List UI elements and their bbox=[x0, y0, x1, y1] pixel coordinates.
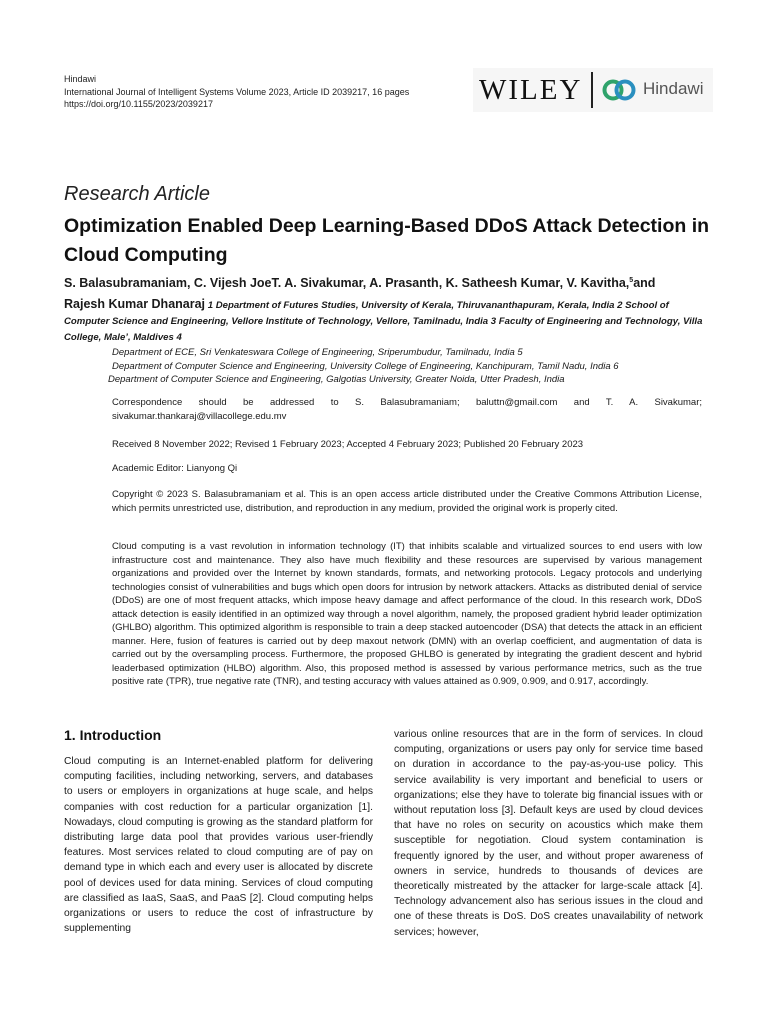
authors-line-2: Rajesh Kumar Dhanaraj bbox=[64, 297, 206, 311]
section-heading: 1. Introduction bbox=[64, 727, 162, 743]
intro-right-column: various online resources that are in the form of services. In cloud computing, organizations or users pay only for service time based on duration in accordance to the pay-as-you-use policy. This service availability is very important and beneficial to users or organizations; else they have to tolerate big financial issues with or without reputation loss [3]. Default keys are used by cloud devices that have no roles on security on acoustics which make them susceptible for negotiation. Cloud system contamination is frequently ignored by the user, and without proper awareness of owners in service, hundreds to thousands of devices are theoretically mistreated by the attacker for large-scale attack [4]. Technology advancement also has serious issues in the cloud and one of these threats is DoS. DoS creates unavailability of network services; however, bbox=[394, 729, 703, 938]
logo-divider bbox=[591, 72, 593, 108]
affiliation-4: Department of ECE, Sri Venkateswara College of Engineering, Sriperumbudur, Tamilnadu, India 5 bbox=[112, 347, 523, 358]
affiliations-italic bbox=[108, 346, 712, 387]
hindawi-logo-text: Hindawi bbox=[643, 79, 704, 98]
journal-info: International Journal of Intelligent Systems Volume 2023, Article ID 2039217, 16 pages bbox=[64, 86, 410, 97]
affiliations-block bbox=[64, 296, 704, 346]
wiley-logo: WILEY bbox=[479, 74, 583, 106]
academic-editor: Academic Editor: Lianyong Qi bbox=[112, 463, 238, 474]
abstract: Cloud computing is a vast revolution in information technology (IT) that inhibits scalable and virtualized sources to end users with low infrastructure cost and maintenance. They also have much flexibility and these resources are supervised by various management organizations and provided over the Internet by known standards, formats, and networking protocols. Legacy protocols and underlying technologies consist of vulnerabilities and bugs which open doors for intrusion by network attackers. Attacks as distributed denial of service (DDoS) are one of most frequent attacks, which impose heavy damage and affect performance of the cloud. In this research work, DDoS attack detection is easily identified in an optimized way through a novel algorithm, namely, the proposed gradient hybrid leader optimization (GHLBO) algorithm. This optimized algorithm is responsible to train a deep stacked autoencoder (DSA) that detects the attack in an efficient manner. Here, fusion of features is carried out by deep maxout network (DMN) with an overlap coefficient, and augmentation of data is carried out by the oversampling process. Furthermore, the proposed GHLBO is generated by integrating the gradient descent and hybrid leaderbased optimization (HLBO) algorithm. Also, this proposed method is assessed by various performance metrics, such as the true positive rate (TPR), true negative rate (TNR), and testing accuracy with values attained as 0.909, 0.909, and 0.917, accordingly. bbox=[112, 541, 702, 687]
affiliation-6: Department of Computer Science and Engineering, Galgotias University, Greater Noida, Utter Pradesh, India bbox=[108, 374, 565, 385]
correspondence: Correspondence should be addressed to S. Balasubramaniam; baluttn@gmail.com and T. A. Sivakumar; sivakumar.thankaraj@villacollege.edu.mv bbox=[112, 397, 702, 422]
copyright-notice: Copyright © 2023 S. Balasubramaniam et al. This is an open access article distributed under the Creative Commons Attribution License, which permits unrestricted use, distribution, and reproduction in any medium, provided the original work is properly cited. bbox=[112, 489, 702, 514]
article-type: Research Article bbox=[64, 183, 210, 205]
hindawi-rings-icon bbox=[601, 78, 637, 102]
affiliations-bold: 1 Department of Futures Studies, University of Kerala, Thiruvananthapuram, Kerala, India 2 School of Computer Science and Engineering, Vellore Institute of Technology, Vellore, Tamilnadu, India 3 Faculty of Engineering and Technology, Villa College, Male’, Maldives 4 bbox=[64, 300, 703, 343]
publisher-name: Hindawi bbox=[64, 74, 97, 84]
received-dates: Received 8 November 2022; Revised 1 February 2023; Accepted 4 February 2023; Published 20 February 2023 bbox=[112, 439, 584, 450]
authors-and: and bbox=[633, 276, 656, 291]
affiliation-5: Department of Computer Science and Engineering, University College of Engineering, Kanchipuram, Tamil Nadu, India 6 bbox=[112, 360, 619, 372]
doi-link[interactable]: https://doi.org/10.1155/2023/2039217 bbox=[64, 99, 213, 109]
article-title: Optimization Enabled Deep Learning-Based DDoS Attack Detection in Cloud Computing bbox=[64, 215, 710, 266]
publisher-logo bbox=[473, 68, 713, 112]
author-list bbox=[64, 272, 704, 292]
journal-header bbox=[64, 73, 409, 111]
intro-left-column: Cloud computing is an Internet-enabled platform for delivering computing facilities, including networking, servers, and databases to users or employers in organizations at huge scale, and helps companies with cost reduction for a particular organization [1]. Nowadays, cloud computing is growing as the standard platform for distributing large data pool that provides various user-friendly features. Most services related to cloud computing are of pay on demand type in which each and every user is allocated by discrete pool of devices used for data mining. Services of cloud computing are classified as IaaS, SaaS, and PaaS [2]. Cloud computing helps organizations or users to reduce the cost of infrastructure by supplementing bbox=[64, 756, 373, 935]
authors-line-1: S. Balasubramaniam, C. Vijesh JoeT. A. Sivakumar, A. Prasanth, K. Satheesh Kumar, V. Kavitha, bbox=[64, 276, 630, 291]
author-superscript: 5 bbox=[629, 277, 634, 284]
